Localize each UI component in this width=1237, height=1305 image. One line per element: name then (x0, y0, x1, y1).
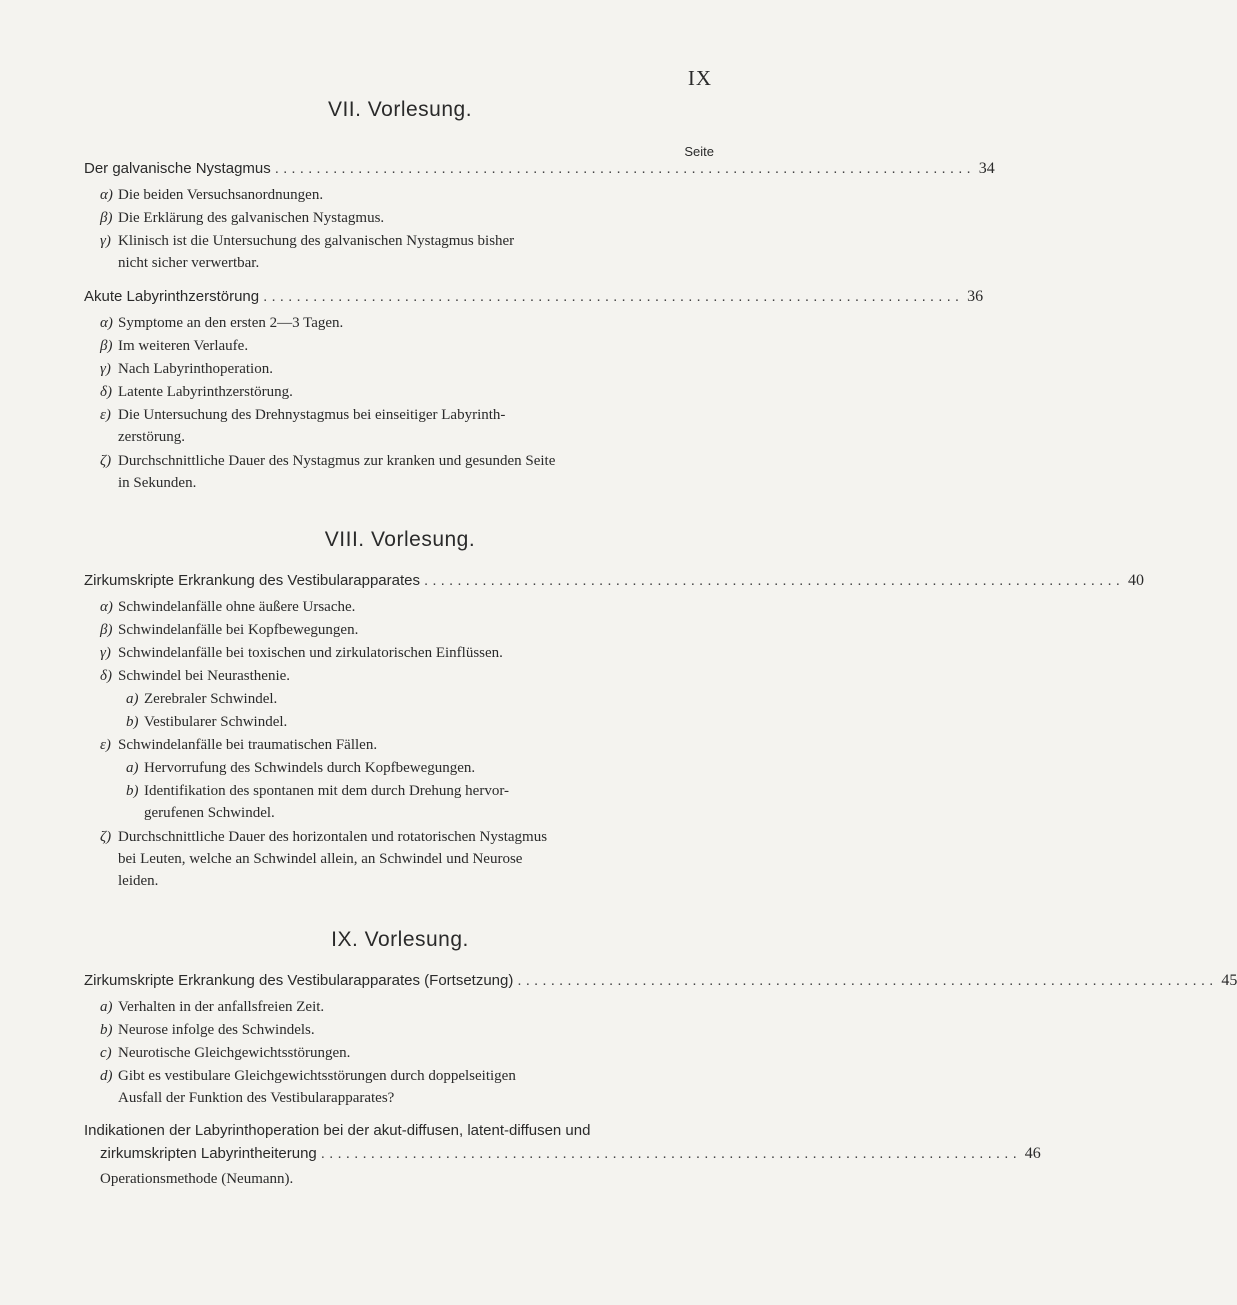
list-item: γ) Nach Labyrinthoperation. (100, 361, 273, 377)
leader-dots (271, 160, 971, 177)
section-heading: Der galvanische Nystagmus (84, 160, 271, 177)
list-item: β) Die Erklärung des galvanischen Nystagmus. (100, 210, 385, 226)
list-item: ζ) Durchschnittliche Dauer des Nystagmus zur kranken und gesunden Seite in Sekunden. (100, 453, 556, 491)
list-item: Operationsmethode (Neumann). (100, 1171, 294, 1187)
section-heading: Zirkumskripte Erkrankung des Vestibularapparates (Fortsetzung) (84, 972, 514, 989)
list-item: α) Schwindelanfälle ohne äußere Ursache. (100, 599, 356, 615)
list-item: b) Vestibularer Schwindel. (126, 714, 288, 730)
lecture-title-viii: VIII. Vorlesung. (324, 528, 476, 551)
toc-section-labyrinth-operation[interactable] (84, 1122, 714, 1139)
toc-section-acute-labyrinth[interactable] (84, 288, 984, 306)
list-item: ε) Die Untersuchung des Drehnystagmus bei einseitiger Labyrinth- zerstörung. (100, 407, 506, 445)
list-item: ε) Schwindelanfälle bei traumatischen Fällen. (100, 737, 378, 753)
leader-dots (420, 572, 1120, 589)
toc-section-vestibular-circumscribed[interactable] (84, 572, 1144, 590)
leader-dots (317, 1145, 1017, 1162)
section-page: 46 (1024, 1145, 1041, 1162)
list-item: ζ) Durchschnittliche Dauer des horizontalen und rotatorischen Nystagmus bei Leuten, welche an Schwindel allein, an Schwindel und Neurose leiden. (100, 829, 548, 889)
seite-label: Seite (684, 144, 714, 159)
list-item: β) Im weiteren Verlaufe. (100, 338, 249, 354)
list-item: c) Neurotische Gleichgewichtsstörungen. (100, 1045, 351, 1061)
list-item: d) Gibt es vestibulare Gleichgewichtsstörungen durch doppelseitigen Ausfall der Funktion des Vestibularapparates? (100, 1068, 516, 1106)
section-heading: Zirkumskripte Erkrankung des Vestibularapparates (84, 572, 420, 589)
list-item: a) Verhalten in der anfallsfreien Zeit. (100, 999, 325, 1015)
list-item: α) Symptome an den ersten 2—3 Tagen. (100, 315, 344, 331)
section-page: 34 (978, 160, 995, 177)
section-heading: Akute Labyrinthzerstörung (84, 288, 260, 305)
list-item: β) Schwindelanfälle bei Kopfbewegungen. (100, 622, 359, 638)
section-heading: Indikationen der Labyrinthoperation bei der akut-diffusen, latent-diffusen und (84, 1122, 591, 1139)
toc-section-vestibular-continued[interactable] (84, 972, 1237, 990)
leader-dots (259, 288, 959, 305)
list-item: α) Die beiden Versuchsanordnungen. (100, 187, 324, 203)
list-item: b) Neurose infolge des Schwindels. (100, 1022, 315, 1038)
list-item: γ) Klinisch ist die Untersuchung des galvanischen Nystagmus bisher nicht sicher verwertbar. (100, 233, 515, 271)
toc-section-galvanic-nystagmus[interactable] (84, 160, 995, 178)
lecture-title-vii: VII. Vorlesung. (327, 98, 473, 121)
section-page: 36 (967, 288, 984, 305)
lecture-title-ix: IX. Vorlesung. (331, 928, 469, 951)
list-item: δ) Latente Labyrinthzerstörung. (100, 384, 293, 400)
list-item: b) Identifikation des spontanen mit dem durch Drehung hervor- gerufenen Schwindel. (126, 783, 510, 821)
list-item: a) Zerebraler Schwindel. (126, 691, 278, 707)
leader-dots (513, 972, 1213, 989)
page-number: IX (687, 66, 712, 90)
list-item: a) Hervorrufung des Schwindels durch Kopfbewegungen. (126, 760, 476, 776)
toc-section-labyrinth-operation-cont[interactable] (84, 1145, 1041, 1163)
section-page: 45 (1221, 972, 1237, 989)
list-item: δ) Schwindel bei Neurasthenie. (100, 668, 291, 684)
section-heading-cont: zirkumskripten Labyrintheiterung (100, 1145, 317, 1162)
section-page: 40 (1127, 572, 1144, 589)
list-item: γ) Schwindelanfälle bei toxischen und zirkulatorischen Einflüssen. (100, 645, 503, 661)
